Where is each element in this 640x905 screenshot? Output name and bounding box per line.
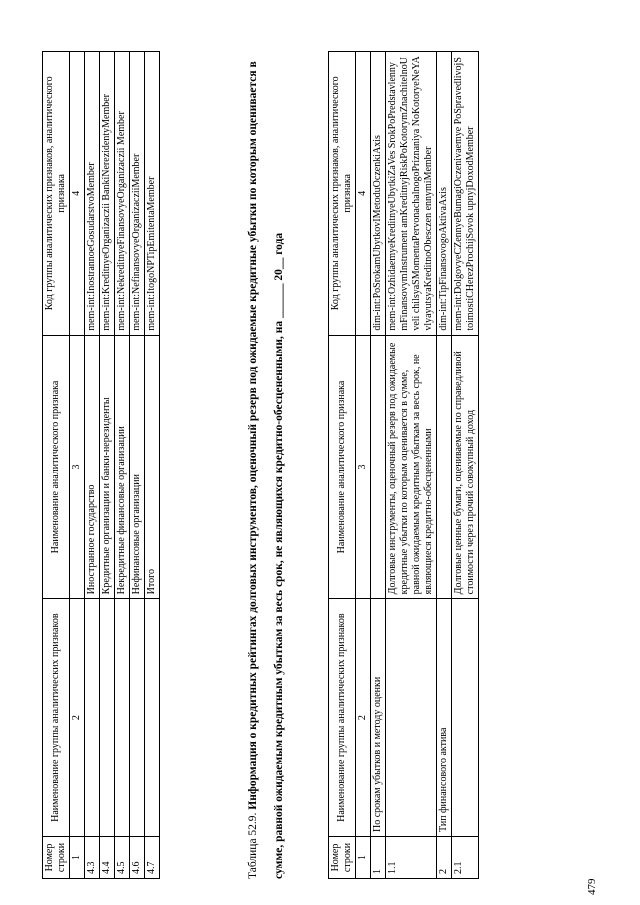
group-name bbox=[100, 599, 115, 837]
table-row bbox=[85, 52, 100, 879]
header-feature-name: Наименование аналитического признака bbox=[329, 335, 356, 599]
feature-name: Нефинансовые организации bbox=[130, 335, 145, 599]
column-number: 2 bbox=[70, 599, 85, 837]
header-code: Код группы аналитических признаков, аналитического признака bbox=[329, 52, 356, 336]
feature-code: dim-int:PoSrokamUbytkovIMetoduOczenkiAxis bbox=[371, 52, 386, 336]
feature-name: Кредитные организации и банки-нерезиденты bbox=[100, 335, 115, 599]
row-number: 4.4 bbox=[100, 837, 115, 879]
group-name: По срокам убытков и методу оценки bbox=[371, 599, 386, 837]
header-code: Код группы аналитических признаков, аналитического признака bbox=[43, 52, 70, 336]
feature-name: Некредитные финансовые организации bbox=[115, 335, 130, 599]
feature-name: Итого bbox=[145, 335, 160, 599]
table-column-numbers-row bbox=[70, 52, 85, 879]
header-row-number: Номер строки bbox=[329, 837, 356, 879]
feature-code: mem-int:NekreditnyeFinansovyeOrganizaczii Member bbox=[115, 52, 130, 336]
header-feature-name: Наименование аналитического признака bbox=[43, 335, 70, 599]
group-name bbox=[386, 599, 437, 837]
table-row bbox=[386, 52, 437, 879]
group-name bbox=[452, 599, 479, 837]
table-row bbox=[130, 52, 145, 879]
page-number: 479 bbox=[586, 878, 598, 895]
row-number: 4.7 bbox=[145, 837, 160, 879]
column-number: 2 bbox=[356, 599, 371, 837]
group-name: Тип финансового актива bbox=[437, 599, 452, 837]
header-group-name: Наименование группы аналитических признаков bbox=[329, 599, 356, 837]
row-number: 4.5 bbox=[115, 837, 130, 879]
feature-code: dim-int:TipFinansovogoAktivaAxis bbox=[437, 52, 452, 336]
feature-code: mem-int:ItogoNPTipEmitentaMember bbox=[145, 52, 160, 336]
column-number: 1 bbox=[70, 837, 85, 879]
column-number: 1 bbox=[356, 837, 371, 879]
feature-name: Иностранное государство bbox=[85, 335, 100, 599]
row-number: 1 bbox=[371, 837, 386, 879]
table-row bbox=[371, 52, 386, 879]
group-name bbox=[130, 599, 145, 837]
feature-code: mem-int:DolgovyeCZennyeBumagiOczenivaemye PoSpravedlivojStoimostiCHerezProchijSovok upnyjDoxodMember bbox=[452, 52, 479, 336]
feature-name bbox=[437, 335, 452, 599]
table-row bbox=[100, 52, 115, 879]
table-header-row bbox=[43, 52, 70, 879]
column-number: 4 bbox=[356, 52, 371, 336]
row-number: 4.3 bbox=[85, 837, 100, 879]
header-row-number: Номер строки bbox=[43, 837, 70, 879]
table-52-9 bbox=[328, 51, 479, 879]
table-continued bbox=[42, 51, 160, 879]
feature-name: Долговые инструменты, оценочный резерв под ожидаемые кредитные убытки по которым оценивается в сумме, равной ожидаемым кредитным убыткам за весь срок, не являющиеся кредитно-обесцененными bbox=[386, 335, 437, 599]
group-name bbox=[85, 599, 100, 837]
table-row bbox=[115, 52, 130, 879]
table-row bbox=[437, 52, 452, 879]
column-number: 4 bbox=[70, 52, 85, 336]
table-caption bbox=[240, 51, 292, 879]
column-number: 3 bbox=[356, 335, 371, 599]
row-number: 4.6 bbox=[130, 837, 145, 879]
header-group-name: Наименование группы аналитических признаков bbox=[43, 599, 70, 837]
row-number: 2.1 bbox=[452, 837, 479, 879]
group-name bbox=[145, 599, 160, 837]
table-column-numbers-row bbox=[356, 52, 371, 879]
table-row bbox=[452, 52, 479, 879]
table-header-row bbox=[329, 52, 356, 879]
table-row bbox=[145, 52, 160, 879]
feature-code: mem-int:OzhidaemyeKreditnyeUbytkiZaVes SrokPoPredstavlennymFinansovymInstrument amKreditnyjRiskPoKotorymZnachitelnoUveli chilsyaSMomentaPervonachalnogoPriznaniya NoKotoryeNeYAvlyayutsyaKreditnoObesczen ennymiMember bbox=[386, 52, 437, 336]
group-name bbox=[115, 599, 130, 837]
feature-name bbox=[371, 335, 386, 599]
row-number: 1.1 bbox=[386, 837, 437, 879]
column-number: 3 bbox=[70, 335, 85, 599]
feature-code: mem-int:InostrannoeGosudarstvoMember bbox=[85, 52, 100, 336]
table-caption-number: Таблица 52.9. bbox=[247, 812, 259, 879]
table-caption-title: Информация о кредитных рейтингах долговых инструментов, оценочный резерв под ожидаемые кредитные убытки по которым оценивается в сумме, равной ожидаемым кредитным убыткам за весь срок, не являющихся кредитно-обесцененными, на ______ 20__ года bbox=[247, 61, 285, 879]
feature-code: mem-int:KreditnyeOrganizaczii BankiNerezidentyMember bbox=[100, 52, 115, 336]
row-number: 2 bbox=[437, 837, 452, 879]
feature-code: mem-int:NefinansovyeOrganizacziiMember bbox=[130, 52, 145, 336]
feature-name: Долговые ценные бумаги, оцениваемые по справедливой стоимости через прочий совокупный доход bbox=[452, 335, 479, 599]
